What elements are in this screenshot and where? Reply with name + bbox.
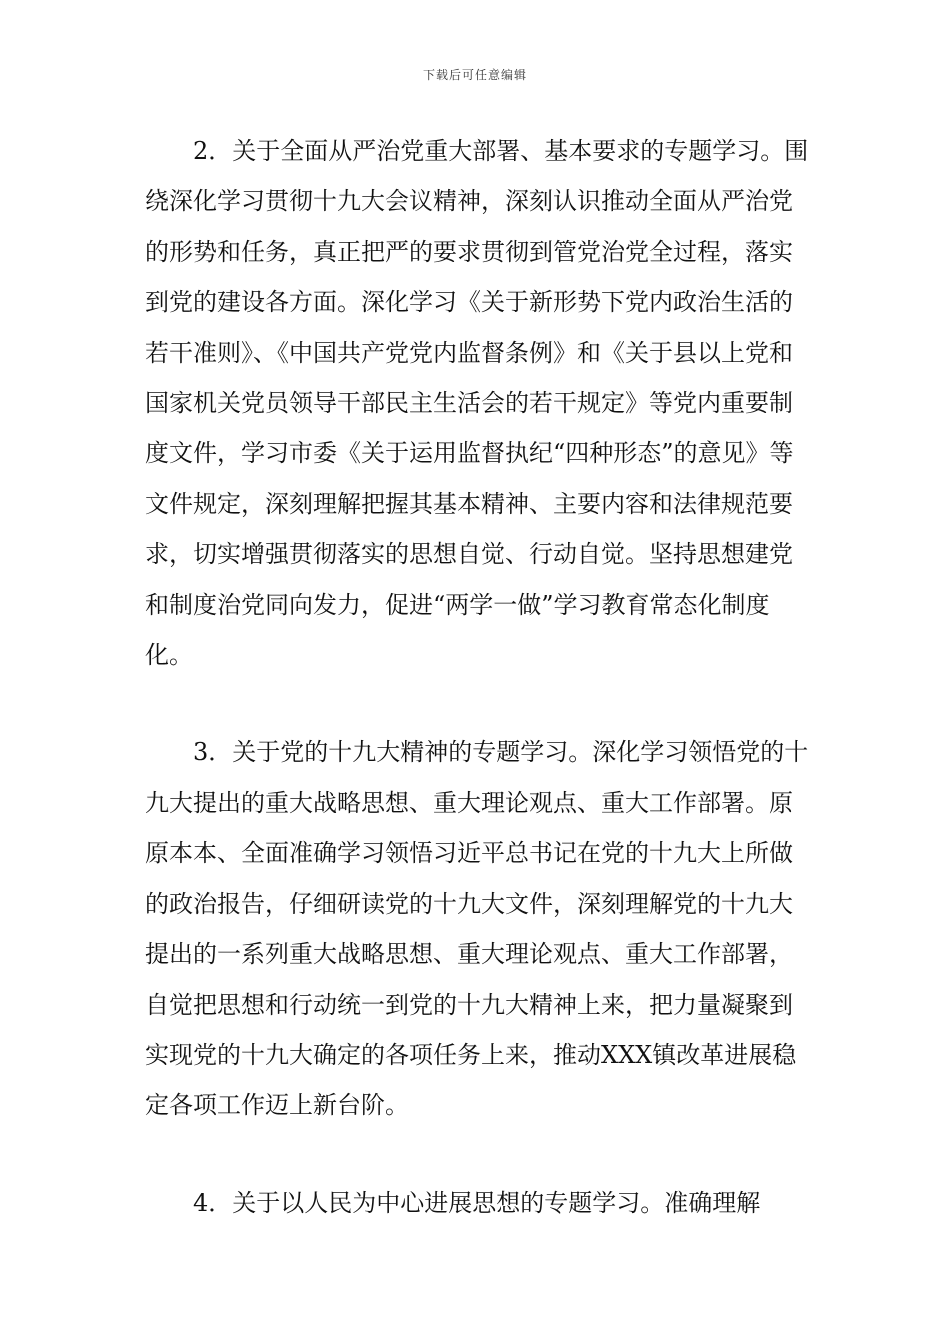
paragraph-item-2: 2．关于全面从严治党重大部署、基本要求的专题学习。围绕深化学习贯彻十九大会议精神，深刻认识推动全面从严治党的形势和任务，真正把严的要求贯彻到管党治党全过程，落实到党的建设各方面。深化学习《关于新形势下党内政治生活的若干准则》、《中国共产党党内监督条例》和《关于县以上党和国家机关党员领导干部民主生活会的若干规定》等党内重要制度文件，学习市委《关于运用监督执纪“四种形态”的意见》等文件规定，深刻理解把握其基本精神、主要内容和法律规范要求，切实增强贯彻落实的思想自觉、行动自觉。坚持思想建党和制度治党同向发力，促进“两学一做”学习教育常态化制度化。 <box>145 137 809 670</box>
page-header-note: 下载后可任意编辑 <box>422 68 527 82</box>
paragraph-item-4: 4．关于以人民为中心进展思想的专题学习。准确理解 <box>193 1188 761 1217</box>
document-body <box>145 126 815 1228</box>
paragraph-item-3: 3．关于党的十九大精神的专题学习。深化学习领悟党的十九大提出的重大战略思想、重大理论观点、重大工作部署。原原本本、全面准确学习领悟习近平总书记在党的十九大上所做的政治报告，仔细研读党的十九大文件，深刻理解党的十九大提出的一系列重大战略思想、重大理论观点、重大工作部署，自觉把思想和行动统一到党的十九大精神上来，把力量凝聚到实现党的十九大确定的各项任务上来，推动XXX镇改革进展稳定各项工作迈上新台阶。 <box>145 738 809 1120</box>
